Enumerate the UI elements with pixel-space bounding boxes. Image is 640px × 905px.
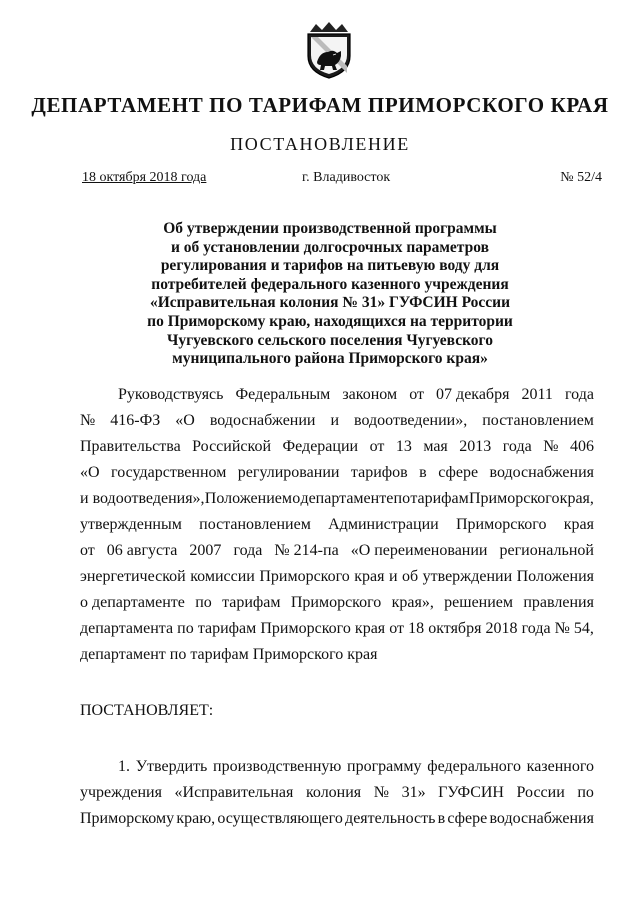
- word: года: [233, 542, 263, 559]
- paragraph-line: [80, 564, 594, 590]
- word: Приморского: [290, 594, 382, 611]
- word: водоотведении»,: [354, 412, 468, 429]
- paragraph-line: [80, 590, 594, 616]
- word: «Исправительная: [174, 784, 294, 801]
- word: и водоотведения»,: [80, 490, 205, 507]
- paragraph-line: [80, 806, 594, 832]
- word: № 54,: [554, 620, 594, 637]
- word: государственном: [111, 464, 227, 481]
- word: «О: [175, 412, 195, 429]
- word: законом: [342, 386, 398, 403]
- document-date: 18 октября 2018 года: [82, 170, 207, 185]
- word: сфере: [438, 464, 479, 481]
- word: об: [402, 568, 419, 585]
- subject-line: по Приморскому краю, находящихся на территории: [147, 312, 513, 330]
- word: казенного: [526, 758, 594, 775]
- word: о департаменте: [80, 594, 185, 611]
- coat-of-arms-icon: [300, 18, 358, 80]
- word: сфере: [447, 810, 488, 827]
- subject-line: и об установлении долгосрочных параметров: [171, 238, 489, 256]
- paragraph-line: [80, 512, 594, 538]
- paragraph-line: [80, 538, 594, 564]
- word: 07 декабря: [436, 386, 510, 403]
- word: тарифам: [222, 594, 281, 611]
- word: утверждении: [422, 568, 513, 585]
- word: программу: [347, 758, 422, 775]
- word: колония: [305, 784, 362, 801]
- paragraph-line: [80, 408, 594, 434]
- word: октября: [428, 620, 482, 637]
- word: 31»: [401, 784, 426, 801]
- word: «О переименовании: [350, 542, 488, 559]
- word: в: [437, 810, 446, 827]
- word: энергетической: [80, 568, 186, 585]
- word: 2013: [459, 438, 492, 455]
- word: водоснабжения: [489, 464, 594, 481]
- paragraph-line: [80, 780, 594, 806]
- word: учреждения: [80, 784, 162, 801]
- word: Положением: [204, 490, 292, 507]
- document-city: г. Владивосток: [302, 170, 391, 185]
- paragraph-line: [80, 754, 594, 780]
- word: департаменте: [300, 490, 394, 507]
- word: 2011: [521, 386, 553, 403]
- word: федерального: [427, 758, 521, 775]
- word: департамента: [80, 620, 174, 637]
- subject-line: «Исправительная колония № 31» ГУФСИН России: [149, 294, 511, 312]
- word: по: [577, 784, 594, 801]
- word: комиссии: [190, 568, 255, 585]
- word: утвержденным: [80, 516, 182, 533]
- subject-line: муниципального района Приморского края»: [172, 350, 488, 368]
- paragraph-line: [80, 616, 594, 642]
- word: 18: [408, 620, 425, 637]
- preamble-paragraph: [80, 382, 594, 668]
- word: ГУФСИН: [438, 784, 504, 801]
- word: №: [543, 438, 559, 455]
- department-title: ДЕПАРТАМЕНТ ПО ТАРИФАМ ПРИМОРСКОГО КРАЯ: [31, 93, 609, 117]
- paragraph-line: [80, 434, 594, 460]
- word: краю,: [176, 810, 216, 827]
- word: о: [292, 490, 301, 507]
- subject-line: Об утверждении производственной программы: [163, 220, 497, 237]
- word: от: [389, 620, 405, 637]
- word: от: [80, 542, 95, 559]
- subject-line: потребителей федерального казенного учреждения: [151, 275, 509, 293]
- word: края: [354, 568, 385, 585]
- word: тарифов: [350, 464, 408, 481]
- word: Приморского: [259, 568, 350, 585]
- word: № 214-па: [274, 542, 339, 559]
- word: Утвердить: [135, 758, 208, 775]
- word: водоснабжения: [489, 810, 594, 827]
- word: и: [388, 568, 398, 585]
- word: Положения: [516, 568, 594, 585]
- word: от: [369, 438, 385, 455]
- subject-line: Чугуевского сельского поселения Чугуевского: [167, 331, 493, 349]
- word: Федеральным: [235, 386, 331, 403]
- word: по: [177, 620, 194, 637]
- word: постановлением: [199, 516, 311, 533]
- word: постановлением: [482, 412, 594, 429]
- word: края»,: [391, 594, 434, 611]
- word: по: [195, 594, 212, 611]
- word: и: [330, 412, 340, 429]
- word: Приморскому: [80, 810, 175, 827]
- paragraph-line: [80, 382, 594, 408]
- word: 1.: [118, 758, 130, 775]
- word: России: [516, 784, 565, 801]
- word: Администрации: [328, 516, 439, 533]
- subject-line: регулирования и тарифов на питьевую воду для: [160, 257, 500, 275]
- word: региональной: [499, 542, 594, 559]
- word: Приморского: [468, 490, 560, 507]
- word: деятельность: [345, 810, 436, 827]
- word: 13: [395, 438, 412, 455]
- word: Руководствуясь: [118, 386, 224, 403]
- word: мая: [423, 438, 448, 455]
- word: года: [502, 438, 532, 455]
- word: департамент по тарифам Приморского края: [80, 646, 378, 663]
- word: «О: [80, 464, 100, 481]
- word: края: [354, 620, 386, 637]
- word: производственную: [213, 758, 342, 775]
- paragraph-line: [80, 460, 594, 486]
- word: года: [521, 620, 551, 637]
- word: Российской: [192, 438, 272, 455]
- word: Приморского: [456, 516, 547, 533]
- word: Правительства: [80, 438, 181, 455]
- word: Приморского: [260, 620, 351, 637]
- word: водоснабжении: [209, 412, 316, 429]
- word: правления: [523, 594, 594, 611]
- word: края,: [559, 490, 594, 507]
- word: года: [564, 386, 594, 403]
- word: 406: [569, 438, 594, 455]
- word: решением: [444, 594, 514, 611]
- word: 06 августа: [106, 542, 178, 559]
- word: №: [80, 412, 96, 429]
- word: №: [373, 784, 389, 801]
- word: края: [563, 516, 594, 533]
- word: от: [409, 386, 424, 403]
- paragraph-line: [80, 486, 594, 512]
- word: тарифам: [410, 490, 469, 507]
- word: Федерации: [282, 438, 359, 455]
- word: осуществляющего: [217, 810, 343, 827]
- paragraph-line: [80, 642, 594, 668]
- word: 2007: [189, 542, 222, 559]
- decree-word: ПОСТАНОВЛЯЕТ:: [80, 702, 214, 719]
- word: по: [393, 490, 411, 507]
- word: 416-ФЗ: [110, 412, 161, 429]
- word: регулировании: [237, 464, 340, 481]
- word: в: [419, 464, 427, 481]
- word: тарифам: [197, 620, 257, 637]
- document-type: ПОСТАНОВЛЕНИЕ: [230, 134, 410, 154]
- document-number: № 52/4: [560, 170, 602, 185]
- word: 2018: [485, 620, 518, 637]
- document-subject: [100, 220, 560, 369]
- item-1-paragraph: [80, 754, 594, 832]
